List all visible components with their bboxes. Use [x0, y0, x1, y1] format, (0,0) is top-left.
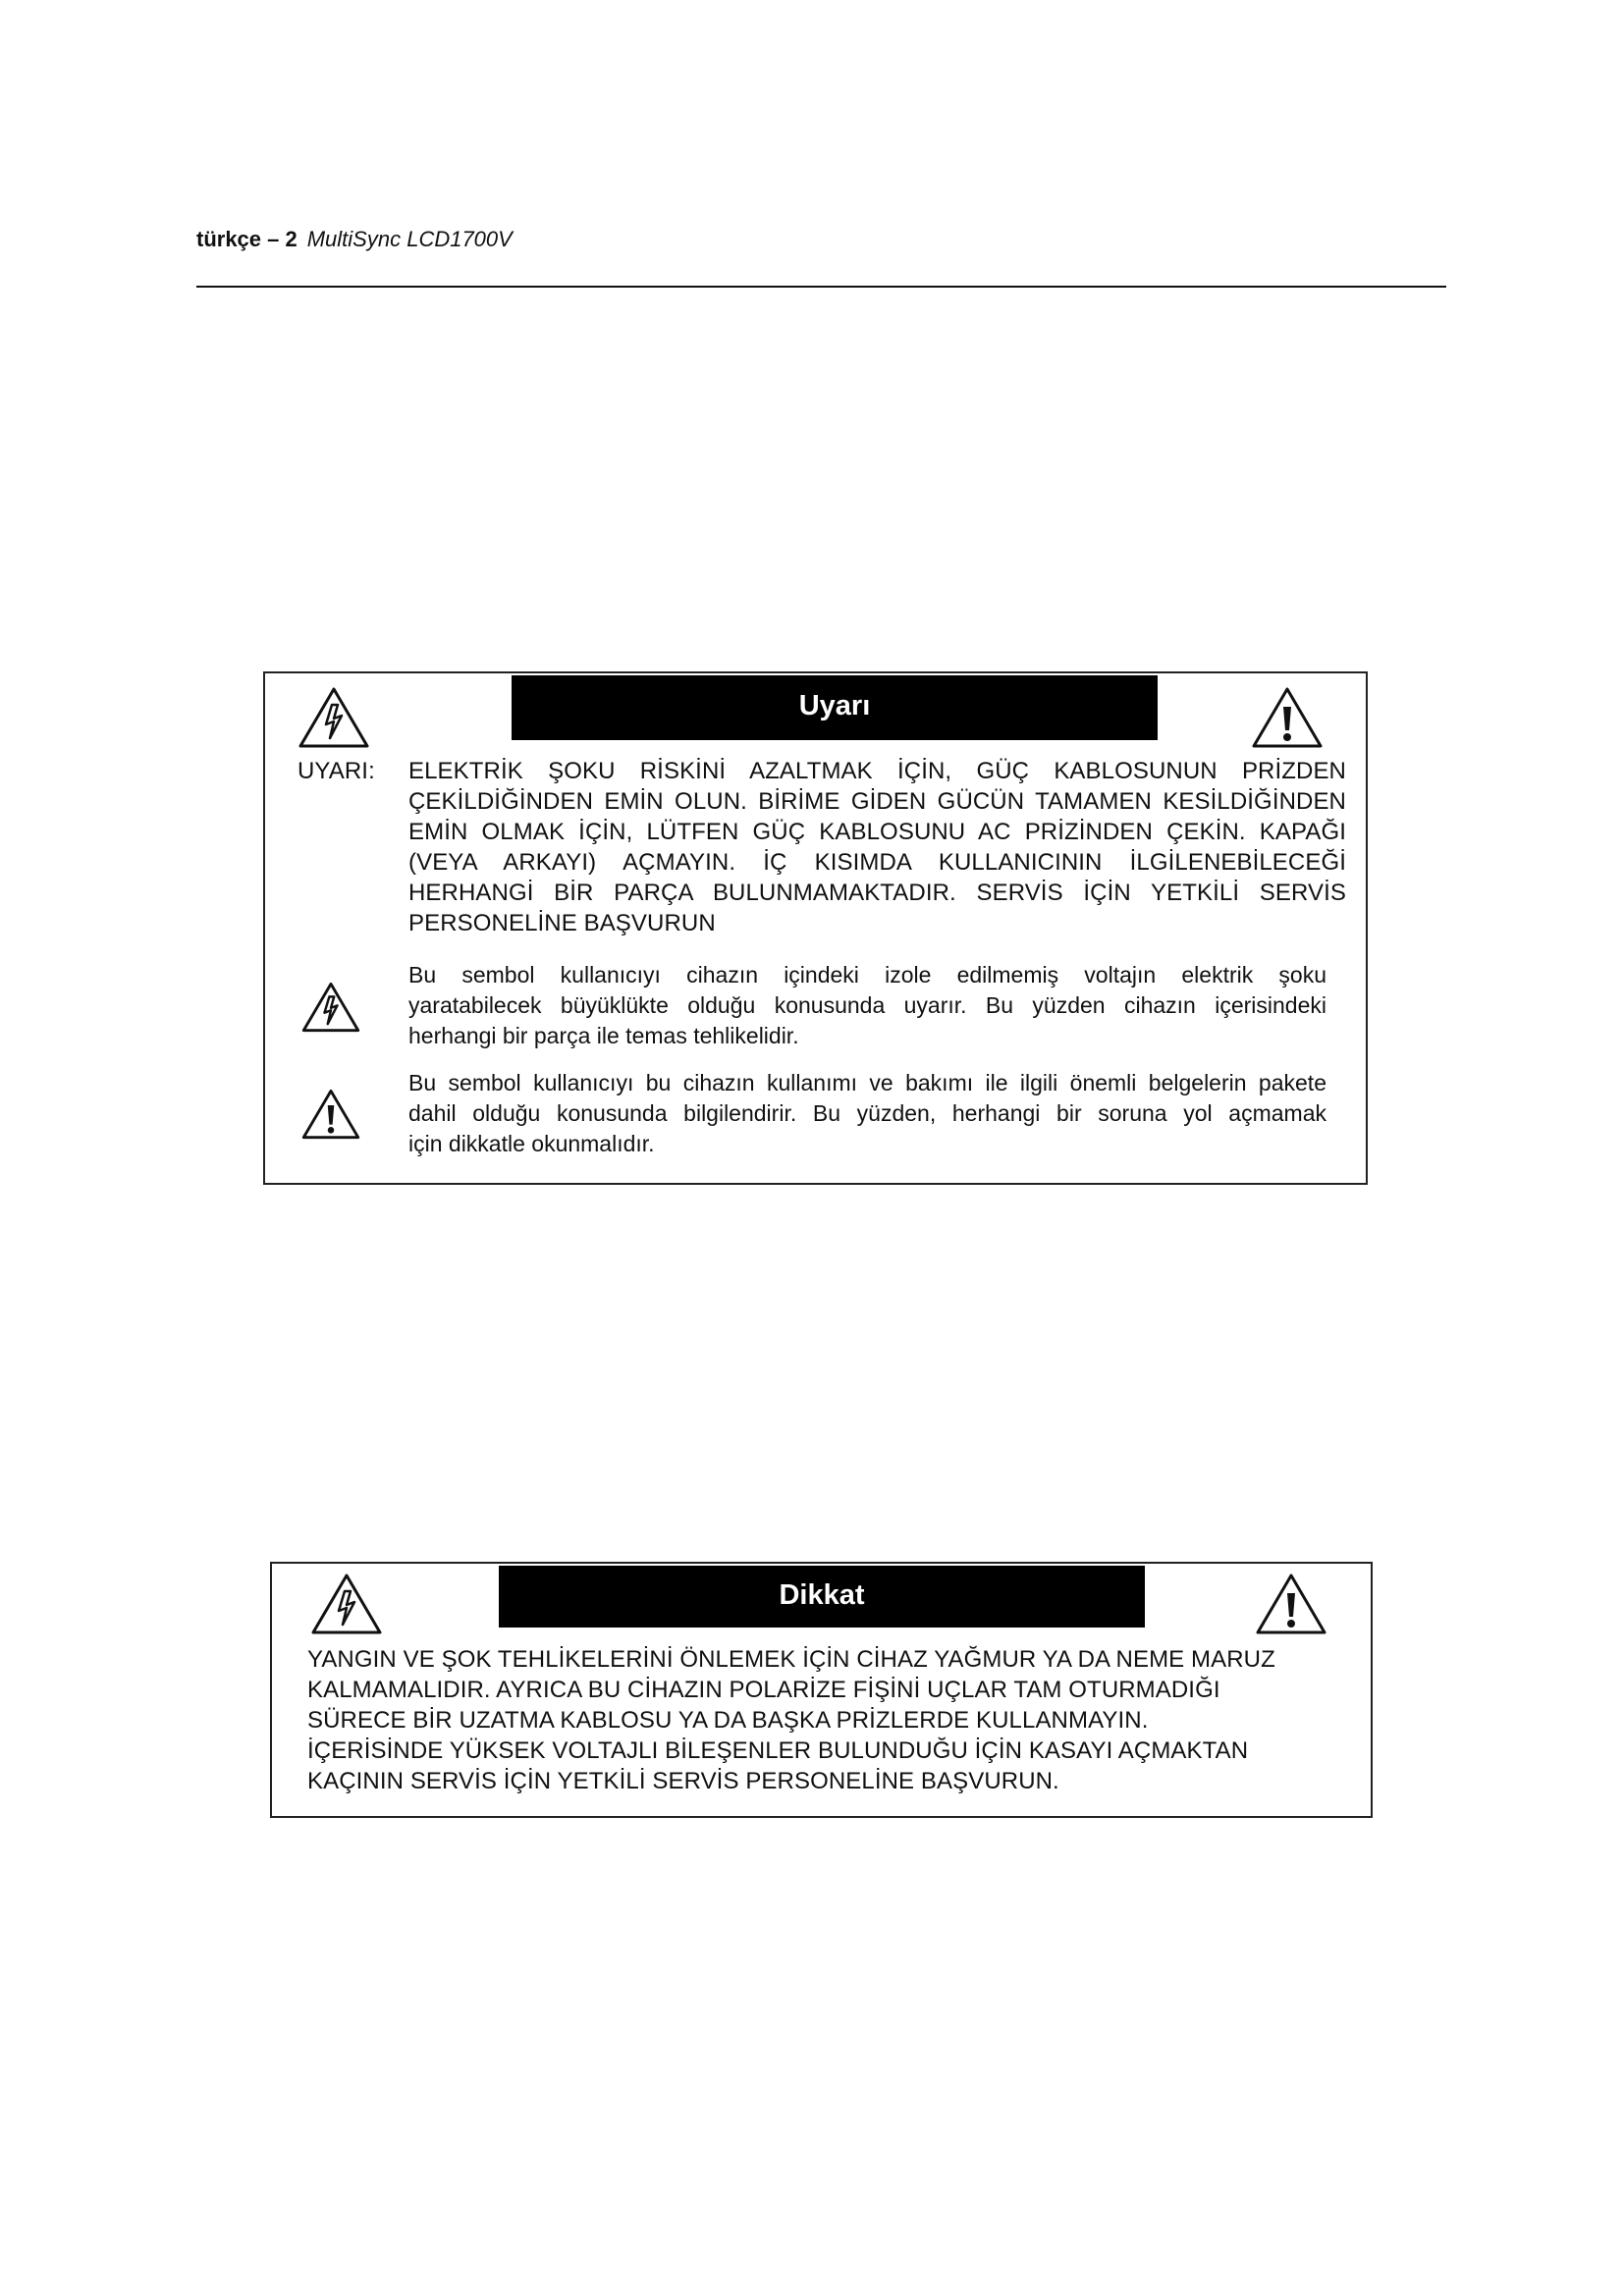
warning-line: (VEYA ARKAYI) AÇMAYIN. İÇ KISIMDA KULLANICININ İLGİLENEBİLECEĞİ	[408, 849, 1346, 876]
warning-title: Uyarı	[512, 675, 1158, 740]
language-page-label: türkçe – 2	[196, 227, 298, 251]
caution-box	[270, 1562, 1373, 1818]
warning-box	[263, 671, 1368, 1185]
caution-line: SÜRECE BİR UZATMA KABLOSU YA DA BAŞKA PRİZLERDE KULLANMAYIN.	[307, 1707, 1149, 1734]
description-line: yaratabilecek büyüklükte olduğu konusunda uyarır. Bu yüzden cihazın içerisindeki	[408, 992, 1326, 1018]
description-line: herhangi bir parça ile temas tehlikelidir.	[408, 1023, 799, 1048]
warning-line: ELEKTRİK ŞOKU RİSKİNİ AZALTMAK İÇİN, GÜÇ KABLOSUNUN PRİZDEN	[408, 758, 1346, 784]
caution-line: KAÇININ SERVİS İÇİN YETKİLİ SERVİS PERSONELİNE BAŞVURUN.	[307, 1768, 1059, 1794]
warning-line: EMİN OLMAK İÇİN, LÜTFEN GÜÇ KABLOSUNU AC PRİZİNDEN ÇEKİN. KAPAĞI	[408, 819, 1346, 845]
warning-line: ÇEKİLDİĞİNDEN EMİN OLUN. BİRİME GİDEN GÜCÜN TAMAMEN KESİLDİĞİNDEN	[408, 788, 1346, 815]
caution-text	[307, 1644, 1348, 1796]
lightning-warning-icon	[297, 685, 371, 750]
exclamation-warning-icon	[1250, 685, 1325, 750]
exclamation-symbol-description	[408, 1068, 1326, 1159]
page-header	[196, 226, 513, 253]
lightning-symbol-icon	[300, 981, 361, 1034]
caution-line: KALMAMALIDIR. AYRICA BU CİHAZIN POLARİZE FİŞİNİ UÇLAR TAM OTURMADIĞI	[307, 1677, 1220, 1703]
description-line: için dikkatle okunmalıdır.	[408, 1131, 655, 1156]
warning-prefix: UYARI:	[298, 758, 375, 784]
description-line: Bu sembol kullanıcıyı cihazın içindeki izole edilmemiş voltajın elektrik şoku	[408, 962, 1326, 988]
model-name: MultiSync LCD1700V	[306, 227, 513, 251]
warning-line: PERSONELİNE BAŞVURUN	[408, 910, 716, 936]
description-line: dahil olduğu konusunda bilgilendirir. Bu yüzden, herhangi bir soruna yol açmamak	[408, 1100, 1326, 1126]
exclamation-symbol-icon	[300, 1088, 361, 1141]
caution-title: Dikkat	[499, 1566, 1145, 1628]
lightning-warning-icon	[309, 1572, 384, 1636]
header-divider	[196, 286, 1446, 288]
warning-line: HERHANGİ BİR PARÇA BULUNMAMAKTADIR. SERVİS İÇİN YETKİLİ SERVİS	[408, 880, 1346, 906]
exclamation-warning-icon	[1254, 1572, 1328, 1636]
description-line: Bu sembol kullanıcıyı bu cihazın kullanımı ve bakımı ile ilgili önemli belgelerin pakete	[408, 1070, 1326, 1095]
caution-line: İÇERİSİNDE YÜKSEK VOLTAJLI BİLEŞENLER BULUNDUĞU İÇİN KASAYI AÇMAKTAN	[307, 1737, 1249, 1764]
caution-line: YANGIN VE ŞOK TEHLİKELERİNİ ÖNLEMEK İÇİN CİHAZ YAĞMUR YA DA NEME MARUZ	[307, 1646, 1275, 1673]
lightning-symbol-description	[408, 960, 1326, 1051]
